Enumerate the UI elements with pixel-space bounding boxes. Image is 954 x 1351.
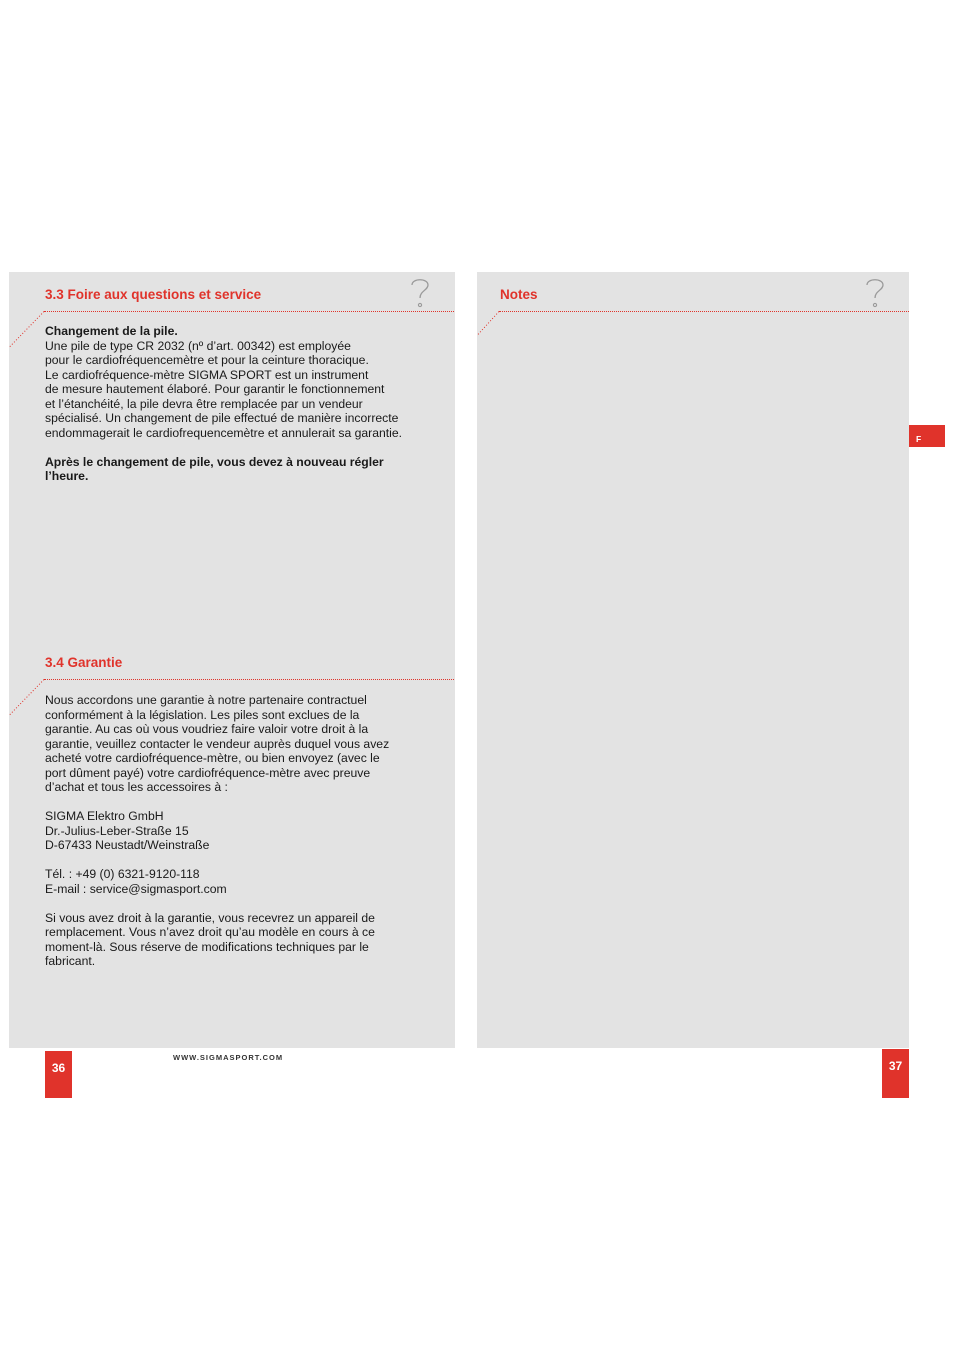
text-line: spécialisé. Un changement de pile effectué de manière incorrecte <box>45 411 399 425</box>
text-line: Nous accordons une garantie à notre partenaire contractuel <box>45 693 367 707</box>
question-mark-icon <box>862 275 888 311</box>
text-line: conformément à la législation. Les piles sont exclues de la <box>45 707 360 722</box>
address-line: Dr.-Julius-Leber-Straße 15 <box>45 823 189 838</box>
section-heading-warranty: 3.4 Garantie <box>45 655 123 670</box>
page-number-right: 37 <box>882 1049 909 1098</box>
text-line: remplacement. Vous n’avez droit qu’au modèle en cours à ce <box>45 925 375 939</box>
text-line: endommagerait le cardiofrequencemètre et annulerait sa garantie. <box>45 425 403 440</box>
address-line: D-67433 Neustadt/Weinstraße <box>45 838 210 852</box>
text-line: port dûment payé) votre cardiofréquence-mètre avec preuve <box>45 765 371 780</box>
time-reset-note: Après le changement de pile, vous devez à nouveau régler <box>45 454 384 469</box>
question-mark-icon <box>407 275 433 311</box>
section-divider-faq <box>44 311 454 312</box>
text-line: fabricant. <box>45 954 96 968</box>
footer-url: WWW.SIGMASPORT.COM <box>173 1053 284 1062</box>
section-heading-faq: 3.3 Foire aux questions et service <box>45 287 262 302</box>
section-divider-corner <box>9 679 45 716</box>
text-line: Si vous avez droit à la garantie, vous recevrez un appareil de <box>45 910 375 925</box>
text-line: de mesure hautement élaboré. Pour garantir le fonctionnement <box>45 382 385 396</box>
warranty-body <box>45 693 389 969</box>
language-tab: F <box>909 425 945 447</box>
email-line: E-mail : service@sigmasport.com <box>45 881 227 896</box>
text-line: acheté votre cardiofréquence-mètre, ou bien envoyez (avec le <box>45 751 380 765</box>
text-line: Une pile de type CR 2032 (nº d’art. 00342) est employée <box>45 338 351 353</box>
text-line: garantie, veuillez contacter le vendeur auprès duquel vous avez <box>45 736 390 751</box>
text-line: d’achat et tous les accessoires à : <box>45 780 228 794</box>
time-reset-note: l’heure. <box>45 469 89 483</box>
notes-heading: Notes <box>500 287 538 302</box>
section-divider-warranty <box>44 679 454 680</box>
notes-divider-corner <box>477 311 500 336</box>
text-line: moment-là. Sous réserve de modifications techniques par le <box>45 939 369 954</box>
faq-body <box>45 324 402 484</box>
text-line: Le cardiofréquence-mètre SIGMA SPORT est un instrument <box>45 367 369 382</box>
address-line: SIGMA Elektro GmbH <box>45 809 164 823</box>
text-line: et l’étanchéité, la pile devra être remplacée par un vendeur <box>45 396 363 411</box>
page-number-left: 36 <box>45 1051 72 1098</box>
section-divider-corner <box>9 311 45 348</box>
text-line: garantie. Au cas où vous voudriez faire valoir votre droit à la <box>45 722 369 736</box>
notes-panel <box>477 272 909 1048</box>
notes-divider <box>499 311 909 312</box>
text-line: pour le cardiofréquencemètre et pour la ceinture thoracique. <box>45 353 369 367</box>
battery-change-subheading: Changement de la pile. <box>45 324 178 338</box>
phone-line: Tél. : +49 (0) 6321-9120-118 <box>45 867 200 881</box>
